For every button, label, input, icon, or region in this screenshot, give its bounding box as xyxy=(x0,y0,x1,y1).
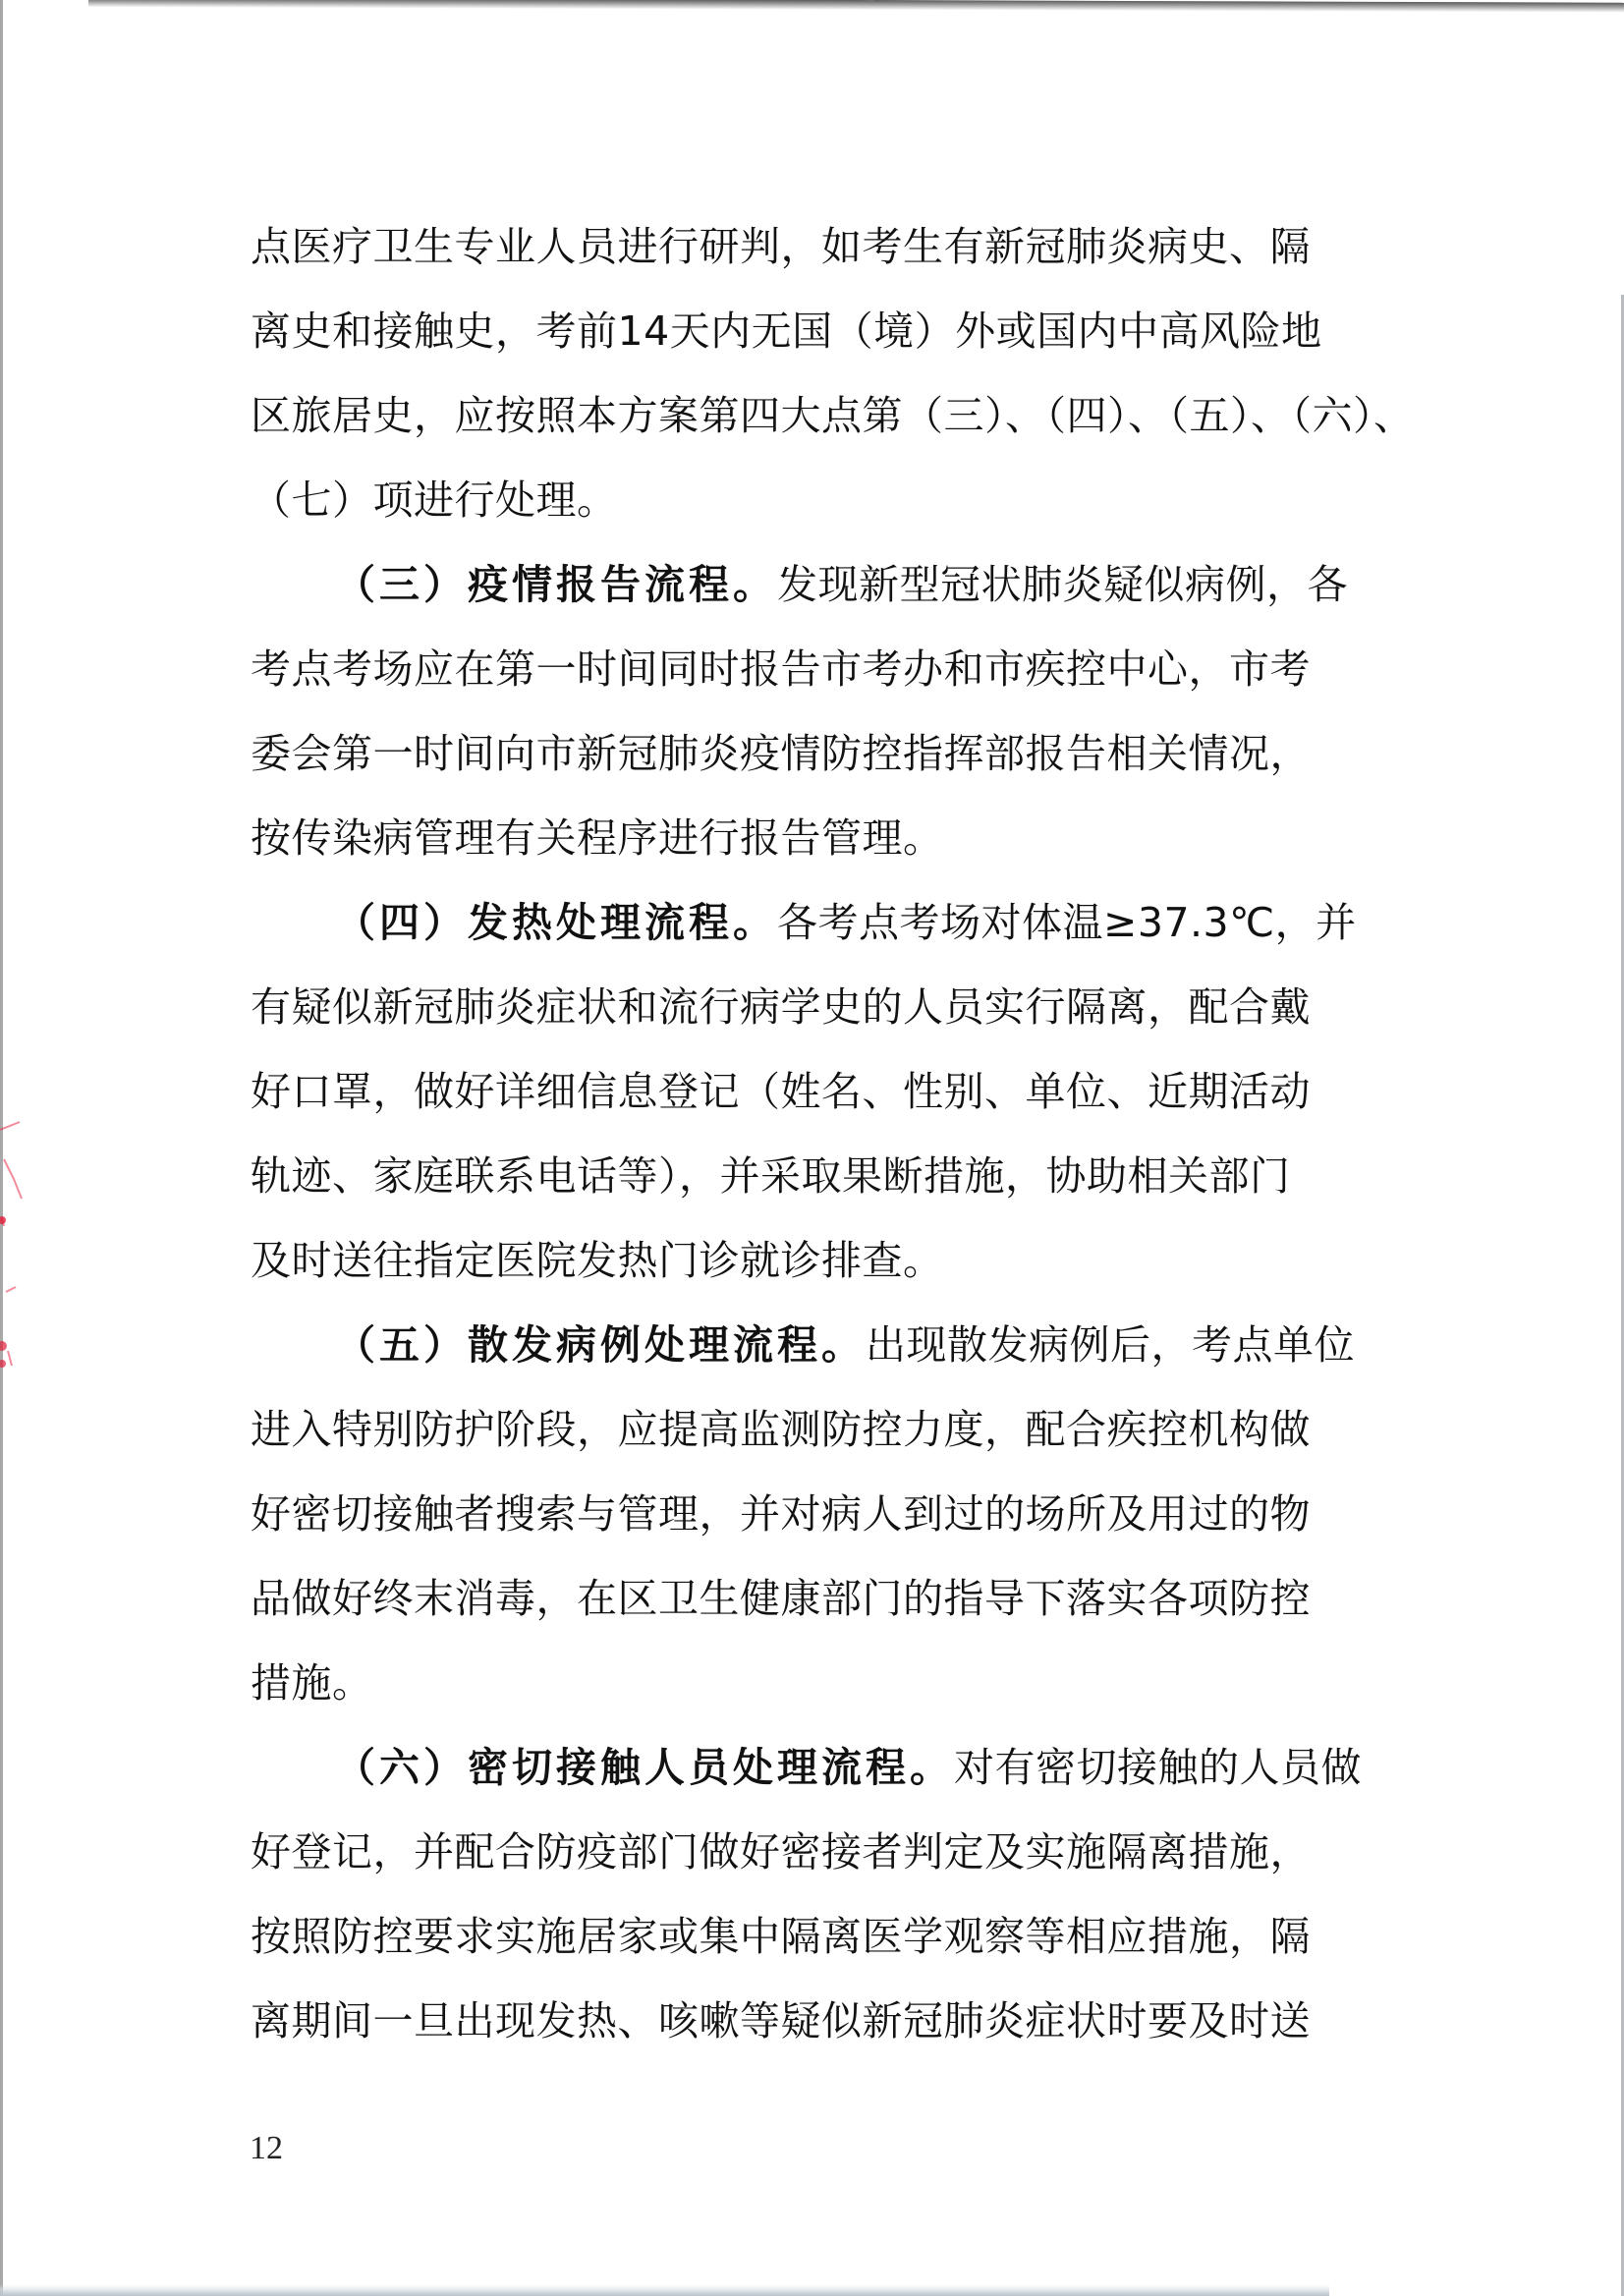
text-line: 好密切接触者搜索与管理，并对病人到过的场所及用过的物 xyxy=(251,1490,1311,1538)
paragraph-continuation xyxy=(251,204,1415,542)
text-span: 各考点考场对体温≥37.3℃，并 xyxy=(777,899,1357,946)
section-heading: （三）疫情报告流程。 xyxy=(335,561,777,608)
page-number: 12 xyxy=(250,2130,283,2166)
text-line xyxy=(251,542,1380,627)
text-line: 按传染病管理有关程序进行报告管理。 xyxy=(251,814,944,862)
text-line: 离期间一旦出现发热、咳嗽等疑似新冠肺炎症状时要及时送 xyxy=(251,1997,1311,2044)
text-line: 委会第一时间向市新冠肺炎疫情防控指挥部报告相关情况， xyxy=(251,730,1311,777)
document-body xyxy=(251,204,1415,2063)
text-line: 有疑似新冠肺炎症状和流行病学史的人员实行隔离，配合戴 xyxy=(251,983,1311,1031)
paragraph-section-5 xyxy=(251,1303,1380,1725)
text-span: 出现散发病例后，考点单位 xyxy=(866,1321,1355,1369)
text-line: 轨迹、家庭联系电话等），并采取果断措施，协助相关部门 xyxy=(251,1152,1291,1200)
section-heading: （五）散发病例处理流程。 xyxy=(335,1321,866,1369)
text-line xyxy=(251,1303,1380,1387)
text-line: 好登记，并配合防疫部门做好密接者判定及实施隔离措施， xyxy=(251,1828,1311,1876)
text-line: 考点考场应在第一时间同时报告市考办和市疾控中心，市考 xyxy=(251,645,1311,693)
text-line: 品做好终末消毒，在区卫生健康部门的指导下落实各项防控 xyxy=(251,1575,1311,1622)
text-line: 及时送往指定医院发热门诊就诊排查。 xyxy=(251,1237,944,1284)
section-heading: （四）发热处理流程。 xyxy=(335,899,777,946)
text-line: 离史和接触史，考前14天内无国（境）外或国内中高风险地 xyxy=(251,308,1322,355)
section-heading: （六）密切接触人员处理流程。 xyxy=(335,1744,954,1791)
text-line: 好口罩，做好详细信息登记（姓名、性别、单位、近期活动 xyxy=(251,1068,1311,1115)
paragraph-section-3 xyxy=(251,542,1380,880)
scan-top-edge xyxy=(88,0,1624,13)
paragraph-section-4 xyxy=(251,880,1380,1303)
text-line: 区旅居史，应按照本方案第四大点第（三）、（四）、（五）、（六）、 xyxy=(251,392,1415,439)
text-span: 对有密切接触的人员做 xyxy=(954,1744,1362,1791)
text-line xyxy=(251,1725,1380,1810)
text-line: 点医疗卫生专业人员进行研判，如考生有新冠肺炎病史、隔 xyxy=(251,223,1311,270)
text-line: 措施。 xyxy=(251,1659,373,1707)
text-line: 进入特别防护阶段，应提高监测防控力度，配合疾控机构做 xyxy=(251,1406,1311,1453)
text-line xyxy=(251,880,1380,965)
paragraph-section-6 xyxy=(251,1725,1380,2063)
text-line: （七）项进行处理。 xyxy=(251,476,618,524)
text-span: 发现新型冠状肺炎疑似病例，各 xyxy=(777,561,1348,608)
scan-bottom-edge xyxy=(0,2284,1329,2296)
text-line: 按照防控要求实施居家或集中隔离医学观察等相应措施，隔 xyxy=(251,1913,1311,1960)
red-seal-fragment-icon xyxy=(0,1051,33,1375)
